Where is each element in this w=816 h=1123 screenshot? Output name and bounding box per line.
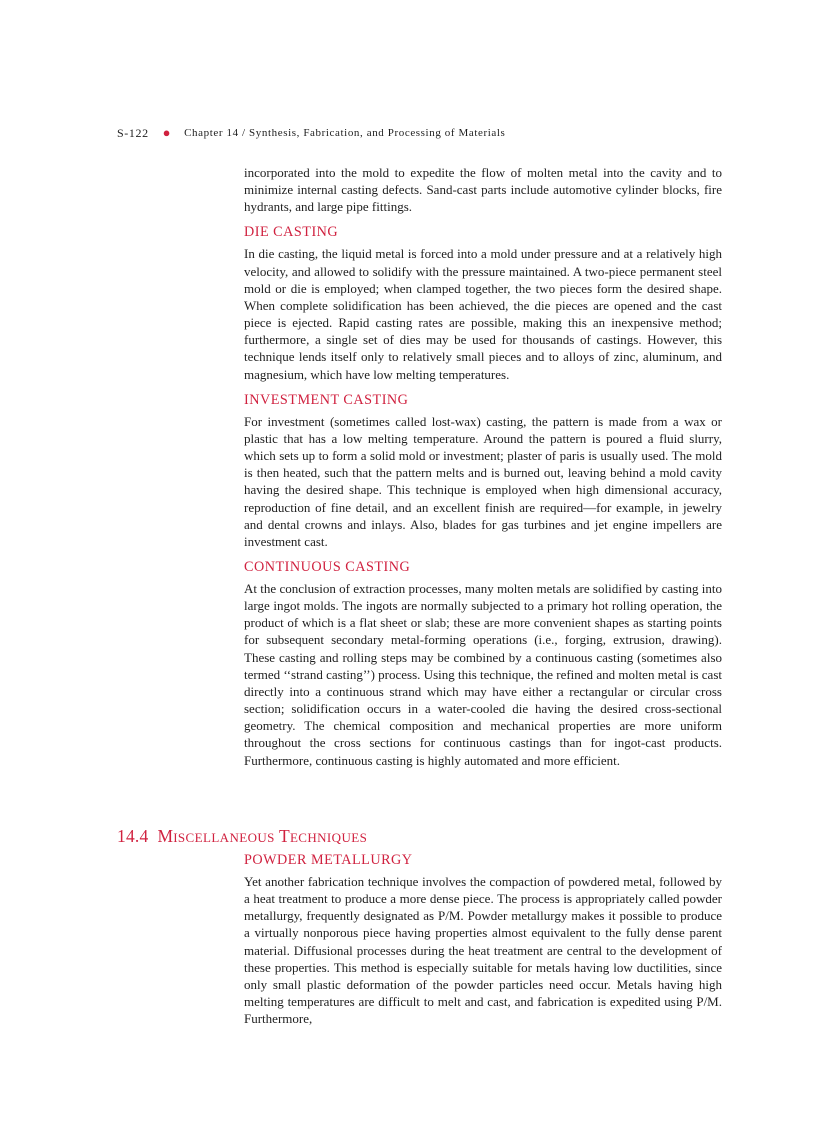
continuous-casting-heading: CONTINUOUS CASTING — [244, 558, 411, 575]
section-title-rest-1: ISCELLANEOUS — [173, 830, 275, 845]
investment-casting-heading: INVESTMENT CASTING — [244, 391, 409, 408]
investment-casting-paragraph: For investment (sometimes called lost-wax) casting, the pattern is made from a wax or plastic that has a low melting temperature. Around the pattern is poured a fluid slurry, which sets up to form a solid mold or investment; plaster of paris is usually used. The mold is then heated, such that the pattern melts and is burned out, leaving behind a mold cavity having the desired shape. This technique is employed when high dimensional accuracy, reproduction of fine detail, and an excellent finish are required—for example, in jewelry and dental crowns and inlays. Also, blades for gas turbines and jet engine impellers are investment cast. — [244, 413, 722, 549]
intro-paragraph: incorporated into the mold to expedite the flow of molten metal into the cavity and to minimize internal casting defects. Sand-cast parts include automotive cylinder blocks, fire hydrants, and large pipe fittings. — [244, 165, 722, 215]
powder-metallurgy-paragraph: Yet another fabrication technique involves the compaction of powdered metal, followed by a heat treatment to produce a more dense piece. The process is appropriately called powder metallurgy, frequently designated as P/M. Powder metallurgy makes it possible to produce a virtually nonporous piece having properties almost equivalent to the fully dense parent material. Diffusional processes during the heat treatment are central to the development of these properties. This method is especially suitable for metals having low ductilities, since only small plastic deformation of the powder particles need occur. Metals having high melting temperatures are difficult to melt and cast, and fabrication is expedited using P/M. Furthermore, — [244, 874, 722, 1027]
section-title-rest-2: ECHNIQUES — [289, 830, 368, 845]
section-body — [244, 852, 722, 1027]
continuous-casting-paragraph: At the conclusion of extraction processes, many molten metals are solidified by casting into large ingot molds. The ingots are normally subjected to a primary hot rolling operation, the product of which is a flat sheet or slab; these are more convenient shapes as starting points for subsequent secondary metal-forming operations (i.e., forging, extrusion, drawing). These casting and rolling steps may be combined by a continuous casting (sometimes also termed ‘‘strand casting’’) process. Using this technique, the refined and molten metal is cast directly into a continuous strand which may have either a rectangular or circular cross section; solidification occurs in a water-cooled die having the desired cross-sectional geometry. The chemical composition and mechanical properties are more uniform throughout the cross sections for continuous castings than for ingot-cast products. Furthermore, continuous casting is highly automated and more efficient. — [244, 580, 722, 768]
powder-metallurgy-heading: POWDER METALLURGY — [244, 852, 413, 868]
chapter-title: Chapter 14 / Synthesis, Fabrication, and Processing of Materials — [184, 127, 506, 139]
section-14-4 — [117, 825, 722, 1027]
section-number: 14.4 — [117, 826, 149, 846]
section-title-cap-2: T — [279, 826, 290, 846]
page-number: S-122 — [117, 125, 149, 140]
die-casting-heading: DIE CASTING — [244, 224, 339, 241]
bullet-icon: ● — [162, 125, 172, 140]
section-heading — [117, 825, 722, 849]
section-title-cap-1: M — [157, 826, 174, 846]
die-casting-paragraph: In die casting, the liquid metal is forced into a mold under pressure and at a relatively high velocity, and allowed to solidify with the pressure maintained. A two-piece permanent steel mold or die is employed; when clamped together, the two pieces form the desired shape. When complete solidification has been achieved, the die pieces are opened and the cast piece is ejected. Rapid casting rates are possible, making this an inexpensive method; furthermore, a single set of dies may be used for thousands of castings. However, this technique lends itself only to relatively small pieces and to alloys of zinc, aluminum, and magnesium, which have low melting temperatures. — [244, 246, 722, 382]
running-head — [117, 123, 737, 143]
main-content — [244, 164, 722, 769]
